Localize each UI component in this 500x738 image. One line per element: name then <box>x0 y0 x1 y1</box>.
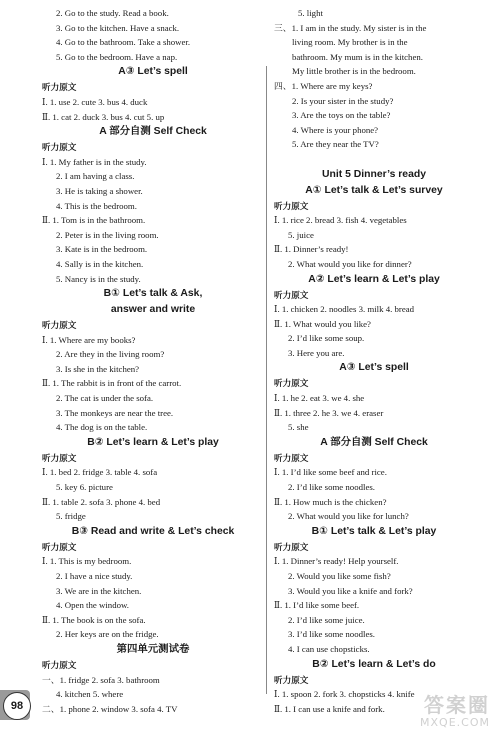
section-heading: B② Let’s learn & Let’s play <box>87 436 219 448</box>
answer-line: Ⅰ. 1. Where are my books? <box>42 334 136 345</box>
watermark-text: 答案圈 <box>424 693 490 717</box>
answer-line: Ⅰ. 1. chicken 2. noodles 3. milk 4. bread <box>274 304 415 315</box>
section-heading: Unit 5 Dinner’s ready <box>322 168 426 180</box>
answer-line: 3. Are the toys on the table? <box>292 110 391 121</box>
right-column <box>274 6 474 716</box>
answer-line: 3. Go to the kitchen. Have a snack. <box>56 22 180 33</box>
column-divider <box>266 66 267 694</box>
listening-script-label: 听力原文 <box>42 142 77 153</box>
answer-line: 4. The dog is on the table. <box>56 422 148 433</box>
answer-line: 5. light <box>298 8 323 18</box>
answer-line: 四、1. Where are my keys? <box>274 80 373 91</box>
answer-line: Ⅰ. 1. spoon 2. fork 3. chopsticks 4. knife <box>274 689 415 700</box>
answer-line: 2. The cat is under the sofa. <box>56 393 154 404</box>
section-heading: A 部分自测 Self Check <box>320 436 428 448</box>
section-heading: A③ Let’s spell <box>339 362 409 374</box>
listening-script-label: 听力原文 <box>42 452 77 463</box>
section-heading: B① Let’s talk & Ask, <box>103 288 203 300</box>
answer-line: Ⅰ. 1. My father is in the study. <box>42 156 147 167</box>
answer-line: 3. Is she in the kitchen? <box>56 363 140 374</box>
answer-line: Ⅰ. 1. use 2. cute 3. bus 4. duck <box>42 96 148 107</box>
answer-line: Ⅰ. 1. Dinner’s ready! Help yourself. <box>274 556 399 567</box>
answer-line: Ⅱ. 1. Tom is in the bathroom. <box>42 215 146 226</box>
answer-line: Ⅰ. 1. bed 2. fridge 3. table 4. sofa <box>42 467 158 478</box>
answer-line: 4. kitchen 5. where <box>56 689 124 700</box>
answer-line: 4. Sally is in the kitchen. <box>56 258 144 269</box>
section-heading: B③ Read and write & Let’s check <box>71 525 235 537</box>
answer-line: 二、1. phone 2. window 3. sofa 4. TV <box>42 703 178 714</box>
answer-line: Ⅱ. 1. cat 2. duck 3. bus 4. cut 5. up <box>42 111 165 122</box>
answer-line: Ⅱ. 1. The rabbit is in front of the carrot. <box>42 378 182 389</box>
section-heading: 第四单元测试卷 <box>116 643 190 655</box>
answer-line: 5. she <box>288 422 309 433</box>
section-heading: B② Let’s learn & Let’s do <box>312 658 436 670</box>
answer-line: Ⅱ. 1. Dinner’s ready! <box>274 244 349 255</box>
answer-line: Ⅱ. 1. I can use a knife and fork. <box>274 703 385 714</box>
answer-line: Ⅰ. 1. rice 2. bread 3. fish 4. vegetables <box>274 215 407 226</box>
listening-script-label: 听力原文 <box>42 659 77 670</box>
listening-script-label: 听力原文 <box>274 378 309 389</box>
listening-script-label: 听力原文 <box>42 320 77 331</box>
listening-script-label: 听力原文 <box>274 674 309 685</box>
answer-line: 2. Would you like some fish? <box>288 571 391 581</box>
listening-script-label: 听力原文 <box>42 541 77 552</box>
answer-line: Ⅱ. 1. three 2. he 3. we 4. eraser <box>274 407 384 418</box>
listening-script-label: 听力原文 <box>274 200 309 211</box>
page-number: 98 <box>3 692 31 720</box>
answer-line: 4. This is the bedroom. <box>56 200 137 211</box>
answer-line: 一、1. fridge 2. sofa 3. bathroom <box>42 674 160 685</box>
listening-script-label: 听力原文 <box>274 289 309 300</box>
listening-script-label: 听力原文 <box>274 452 309 463</box>
section-heading: A③ Let’s spell <box>118 66 188 78</box>
section-heading: A① Let’s talk & Let’s survey <box>305 184 443 196</box>
watermark-url: MXQE.COM <box>420 716 490 729</box>
answer-line: Ⅰ. 1. This is my bedroom. <box>42 556 132 567</box>
answer-line: 3. The monkeys are near the tree. <box>56 407 174 418</box>
answer-line: 3. I’d like some noodles. <box>288 629 375 640</box>
section-heading: answer and write <box>110 304 196 316</box>
answer-line: Ⅱ. 1. How much is the chicken? <box>274 496 387 507</box>
answer-line: 5. Go to the bedroom. Have a nap. <box>56 51 178 62</box>
answer-line: 2. Her keys are on the fridge. <box>56 629 159 640</box>
answer-line: Ⅱ. 1. The book is on the sofa. <box>42 614 146 625</box>
answer-line: 2. Peter is in the living room. <box>56 229 159 240</box>
answer-line: 2. What would you like for lunch? <box>288 511 409 522</box>
answer-line: 3. He is taking a shower. <box>56 185 143 196</box>
answer-line: 2. Is your sister in the study? <box>292 95 394 106</box>
answer-line: Ⅰ. 1. he 2. eat 3. we 4. she <box>274 393 365 404</box>
answer-line: 2. I’d like some noodles. <box>288 482 375 493</box>
left-column <box>42 6 264 716</box>
listening-script-label: 听力原文 <box>274 541 309 552</box>
answer-line: 2. Go to the study. Read a book. <box>56 8 169 18</box>
answer-line: 3. Would you like a knife and fork? <box>288 585 413 596</box>
answer-line: 5. Nancy is in the study. <box>56 273 141 284</box>
watermark-logo <box>410 694 490 734</box>
spacer <box>274 152 474 167</box>
answer-line: 3. Here you are. <box>288 347 345 358</box>
answer-line: 5. key 6. picture <box>56 482 113 493</box>
answer-line: 3. We are in the kitchen. <box>56 585 142 596</box>
answer-line: Ⅱ. 1. What would you like? <box>274 318 371 329</box>
answer-line: 2. I’d like some juice. <box>288 614 365 625</box>
answer-line: Ⅱ. 1. I’d like some beef. <box>274 600 360 611</box>
answer-line: 2. What would you like for dinner? <box>288 258 412 269</box>
answer-line: 2. Are they in the living room? <box>56 349 165 360</box>
answer-line: bathroom. My mum is in the kitchen. <box>292 51 423 62</box>
answer-line: 4. I can use chopsticks. <box>288 643 370 654</box>
section-heading: A 部分自测 Self Check <box>99 126 207 138</box>
answer-line: 三、1. I am in the study. My sister is in the <box>274 22 427 33</box>
answer-line: 3. Kate is in the bedroom. <box>56 244 148 255</box>
listening-script-label: 听力原文 <box>42 82 77 93</box>
answer-line: 5. Are they near the TV? <box>292 139 379 150</box>
answer-line: My little brother is in the bedroom. <box>292 66 416 77</box>
section-heading: B① Let’s talk & Let’s play <box>311 525 437 537</box>
answer-line: 4. Go to the bathroom. Take a shower. <box>56 37 191 48</box>
answer-line: 4. Where is your phone? <box>292 124 379 135</box>
answer-line: 5. fridge <box>56 511 86 522</box>
answer-line: 5. juice <box>288 229 314 240</box>
answer-line: Ⅰ. 1. I’d like some beef and rice. <box>274 467 387 478</box>
section-heading: A② Let’s learn & Let’s play <box>308 273 440 285</box>
answer-line: 4. Open the window. <box>56 600 129 611</box>
answer-line: living room. My brother is in the <box>292 37 408 48</box>
answer-line: 2. I have a nice study. <box>56 571 133 581</box>
answer-line: 2. I am having a class. <box>56 171 135 182</box>
answer-line: Ⅱ. 1. table 2. sofa 3. phone 4. bed <box>42 496 161 507</box>
answer-line: 2. I’d like some soup. <box>288 333 365 344</box>
